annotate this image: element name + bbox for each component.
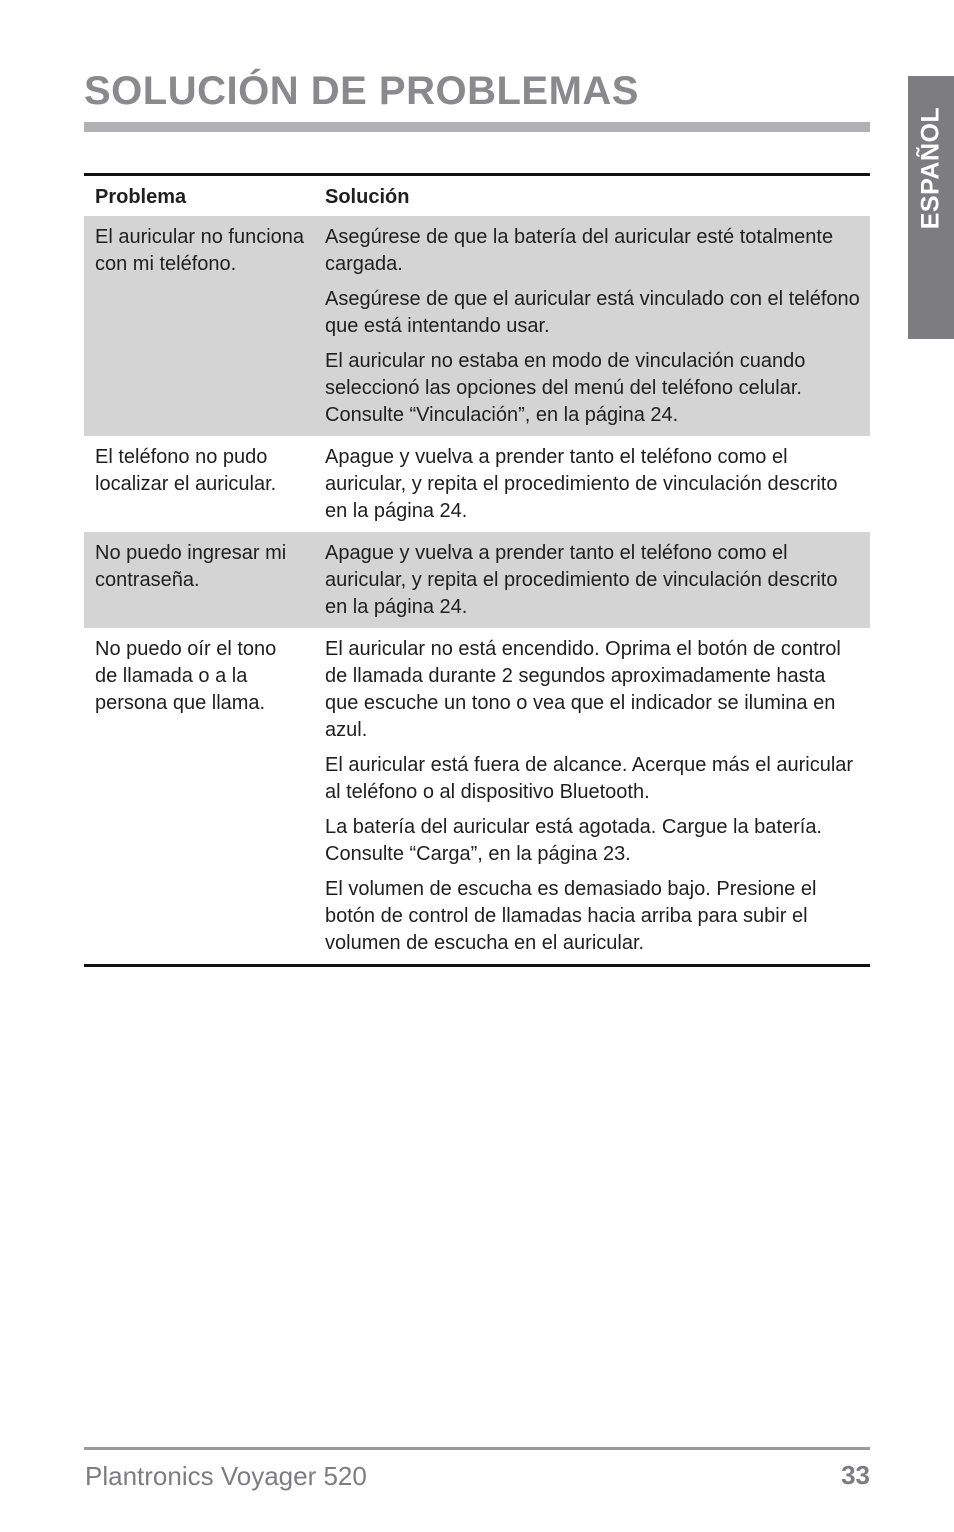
troubleshooting-table xyxy=(84,173,870,967)
solution-text: El auricular no está encendido. Oprima el botón de control de llamada durante 2 segundos aproximadamente hasta que escuche un tono o vea que el indicador se ilumina en azul. xyxy=(325,638,841,741)
footer-product-name: Plantronics Voyager 520 xyxy=(85,1461,367,1491)
header-problem: Problema xyxy=(84,175,314,217)
title-rule xyxy=(84,122,870,132)
solution-text: El volumen de escucha es demasiado bajo. Presione el botón de control de llamadas hacia arriba para subir el volumen de escucha en el auricular. xyxy=(325,878,817,954)
solution-text: El auricular está fuera de alcance. Acerque más el auricular al teléfono o al dispositivo Bluetooth. xyxy=(325,754,854,803)
solution-cell xyxy=(314,216,870,436)
problem-cell: El teléfono no pudo localizar el auricular. xyxy=(95,446,277,495)
problem-cell: No puedo ingresar mi contraseña. xyxy=(84,532,314,628)
language-side-tab xyxy=(908,76,954,339)
page-title: SOLUCIÓN DE PROBLEMAS xyxy=(84,69,639,113)
solution-cell xyxy=(314,436,870,532)
solution-text: Apague y vuelva a prender tanto el teléfono como el auricular, y repita el procedimiento de vinculación descrito en la página 24. xyxy=(325,542,838,618)
table-row xyxy=(84,216,870,436)
solution-text: Asegúrese de que el auricular está vinculado con el teléfono que está intentando usar. xyxy=(325,288,860,337)
table-row xyxy=(84,628,870,966)
footer-page-number: 33 xyxy=(841,1460,870,1490)
solution-cell xyxy=(314,532,870,628)
solution-text: Asegúrese de que la batería del auricular esté totalmente cargada. xyxy=(325,226,834,275)
solution-text: Apague y vuelva a prender tanto el teléfono como el auricular, y repita el procedimiento de vinculación descrito en la página 24. xyxy=(325,446,838,522)
problem-cell: El auricular no funciona con mi teléfono. xyxy=(84,216,314,436)
table-row xyxy=(84,436,870,532)
solution-text: La batería del auricular está agotada. Cargue la batería. Consulte “Carga”, en la página 23. xyxy=(325,816,822,865)
table-row xyxy=(84,532,870,628)
solution-text: El auricular no estaba en modo de vinculación cuando seleccionó las opciones del menú del teléfono celular. Consulte “Vinculación”, en la página 24. xyxy=(325,350,806,426)
table-header-row xyxy=(84,175,870,217)
footer-rule xyxy=(84,1447,870,1450)
header-solution: Solución xyxy=(314,175,870,217)
language-side-tab-label: ESPAÑOL xyxy=(916,106,945,230)
problem-cell: No puedo oír el tono de llamada o a la persona que llama. xyxy=(84,628,314,966)
solution-cell xyxy=(314,628,870,966)
